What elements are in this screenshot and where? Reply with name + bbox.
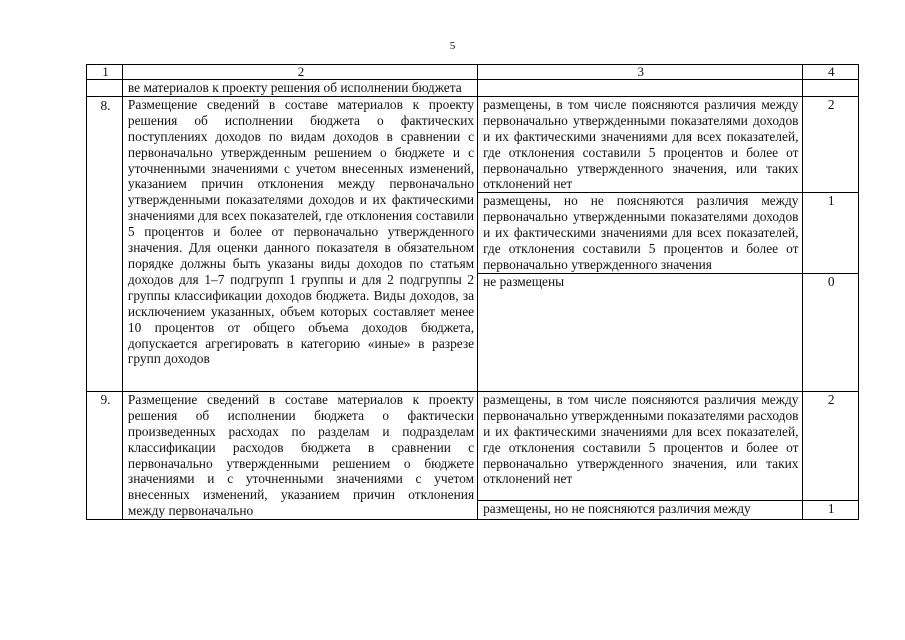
table-header-row [87,65,859,80]
criterion-score: 1 [802,193,859,274]
criterion-text: не размещены [478,273,802,391]
continuation-description: ве материалов к проекту решения об исполнении бюджета [122,80,477,97]
header-col-4: 4 [802,65,859,80]
criterion-text: размещены, но не поясняются различия между первоначально утвержденными показателями доходов и их фактическими значениями для всех показателей, где отклонения составили 5 процентов и более от первоначально утвержденного значения [478,193,802,274]
criterion-text: размещены, в том числе поясняются различия между первоначально утвержденными показателями доходов и их фактическими значениями для всех показателей, где отклонения составили 5 процентов и более от первоначально утвержденного значения, или таких отклонений нет [478,96,802,192]
criterion-score: 0 [802,273,859,391]
row-description: Размещение сведений в составе материалов к проекту решения об исполнении бюджета о фактических поступлениях доходов по видам доходов в сравнении с первоначально утвержденным решением о бюджете и с уточненными значениями с учетом внесенных изменений, указанием причин отклонения между первоначально утвержденными показателями доходов и их фактическими значениями для всех показателей, где отклонения составили 5 процентов и более от первоначально утвержденного значения. Для оценки данного показателя в обязательном порядке должны быть указаны виды доходов по статьям доходов для 1–7 подгрупп 1 группы и для 2 подгруппы 2 группы классификации доходов бюджета. Виды доходов, за исключением указанных, объем которых составляет менее 10 процентов от общего объема доходов бюджета, допускается агрегировать в категорию «иные» в разрезе групп доходов [122,96,477,391]
row-number: 9. [87,391,123,519]
criterion-text: размещены, но не поясняются различия между [478,500,802,519]
continuation-row [87,80,859,97]
header-col-3: 3 [478,65,802,80]
table-row [87,391,859,500]
criterion-score: 1 [802,500,859,519]
criterion-text: размещены, в том числе поясняются различия между первоначально утвержденными показателями расходов и их фактическими значениями для всех показателей, где отклонения составили 5 процентов и более от первоначально утвержденного значения, или таких отклонений нет [478,391,802,500]
criterion-score: 2 [802,96,859,192]
criterion-score: 2 [802,391,859,500]
row-number: 8. [87,96,123,391]
criteria-table [86,64,859,520]
header-col-1: 1 [87,65,123,80]
table-row [87,96,859,192]
header-col-2: 2 [122,65,477,80]
row-description: Размещение сведений в составе материалов к проекту решения об исполнении бюджета о фактически произведенных расходах по разделам и подразделам классификации расходов бюджета в сравнении с первоначально утвержденными решением о бюджете значениями и с уточненными значениями с учетом внесенных изменений, указанием причин отклонения между первоначально [122,391,477,519]
page-number: 5 [449,40,456,52]
